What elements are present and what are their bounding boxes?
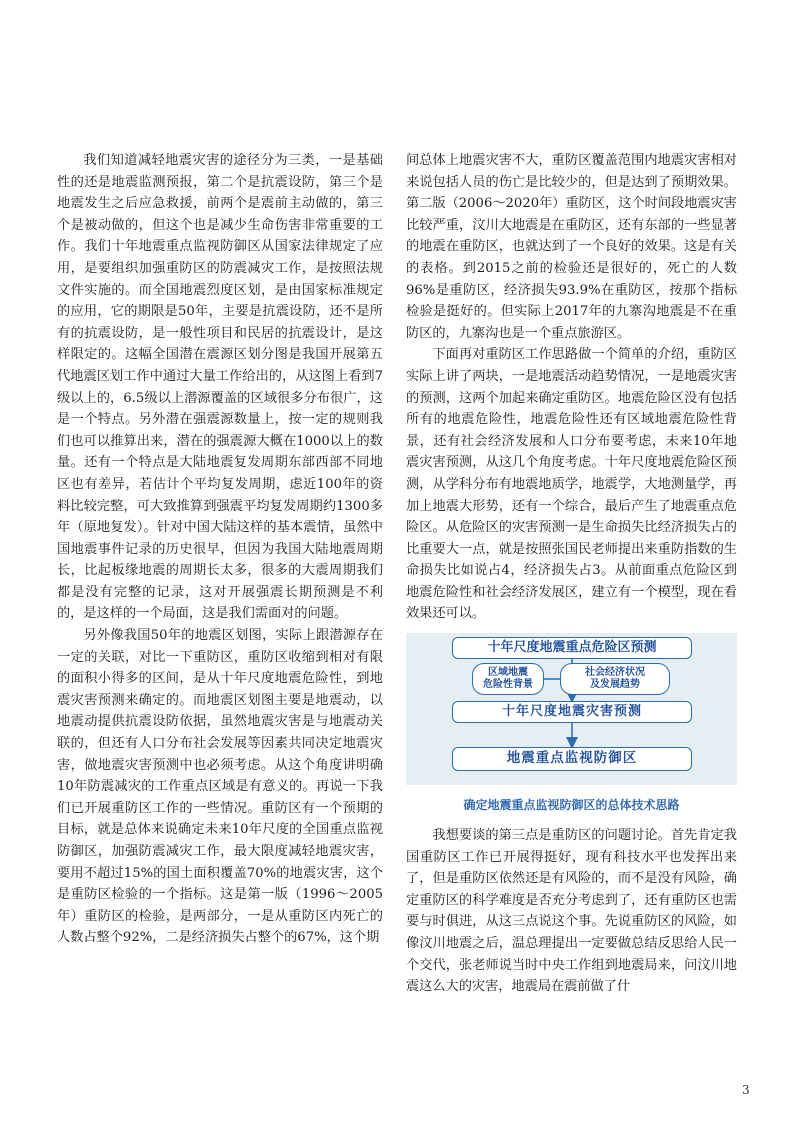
diagram-box-socioeconomic — [560, 663, 670, 695]
diagram-box-monitoring-zone: 地震重点监视防御区 — [452, 747, 692, 771]
diagram-box-regional-background — [472, 663, 544, 695]
paragraph: 我们知道减轻地震灾害的途径分为三类，一是基础性的还是地震监测预报，第二个是抗震设防，第三个是地震发生之后应急救援，前两个是震前主动做的，第三个是被动做的，但这个也是减少生命伤害非常重要的工作。我们十年地震重点监视防御区从国家法律规定了应用，是要组织加强重防区的防震减灾工作，是按照法规文件实施的。而全国地震烈度区划，是由国家标准规定的应用，它的期限是50年，主要是抗震设防，还不是所有的抗震设防，是一般性项目和民居的抗震设计，是这样限定的。这幅全国潜在震源区划分图是我国开展第五代地震区划工作中通过大量工作给出的，从这图上看到7级以上的，6.5级以上潜源覆盖的区域很多分布很广，这是一个特点。另外潜在强震源数量上，按一定的规则我们也可以推算出来，潜在的强震源大概在1000以上的数量。还有一个特点是大陆地震复发周期东部西部不同地区也有差异，若估计个平均复发周期，虑近100年的资料比较完整，可大致推算到强震平均复发周期约1300多年（原地复发）。针对中国大陆这样的基本震情，虽然中国地震事件记录的历史很早，但因为我国大陆地震周期长，比起板缘地震的周期长太多，很多的大震周期我们都是没有完整的记录，这对开展强震长期预测是不利的，是这样的一个局面，这是我们需面对的问题。 — [57, 153, 383, 622]
paragraph: 下面再对重防区工作思路做一个简单的介绍，重防区实际上讲了两块，一是地震活动趋势情况，一是地震灾害的预测，这两个加起来确定重防区。地震危险区没有包括所有的地震危险性，地震危险性还有区域地震危险性背景，还有社会经济发展和人口分布要考虑，未来10年地震灾害预测，从这几个角度考虑。十年尺度地震危险区预测，从学科分布有地震地质学，地震学，大地测量学，再加上地震大形势，还有一个综合，最后产生了地震重点危险区。从危险区的灾害预测一是生命损失比经济损失占的比重要大一点，就是按照张国民老师提出来重防指数的生命损失比如说占4，经济损失占3。从前面重点危险区到地震危险性和社会经济发展区，建立有一个模型，现在看效果还可以。 — [406, 347, 737, 622]
box-label-line2: 危险性背景 — [483, 679, 533, 691]
diagram-box-disaster-prediction: 十年尺度地震灾害预测 — [452, 701, 692, 723]
diagram-box-danger-zone-prediction: 十年尺度地震重点危险区预测 — [452, 637, 692, 659]
figure-caption: 确定地震重点监视防御区的总体技术思路 — [463, 798, 680, 813]
paragraph: 间总体上地震灾害不大，重防区覆盖范围内地震灾害相对来说包括人员的伤亡是比较少的，但是达到了预期效果。第二版（2006～2020年）重防区，这个时间段地震灾害比较严重，汶川大地震是在重防区，还有东部的一些显著的地震在重防区，也就达到了一个良好的效果。这是有关的表格。到2015之前的检验还是很好的，死亡的人数96%是重防区，经济损失93.9%在重防区，按那个指标检验是挺好的。但实际上2017年的九寨沟地震是不在重防区的，九寨沟也是一个重点旅游区。 — [406, 153, 737, 341]
box-label — [585, 667, 645, 691]
paragraph: 另外像我国50年的地震区划图，实际上跟潜源存在一定的关联，对比一下重防区，重防区收缩到相对有限的面积小得多的区间，是从十年尺度地震危险性，到地震灾害预测来确定的。而地震区划图主要是地震动，以地震动提供抗震设防依据，虽然地震灾害是与地震动关联的，但还有人口分布社会发展等因素共同决定地震灾害，做地震灾害预测中也必须考虑。从这个角度讲明确10年防震减灾的工作重点区域是有意义的。再说一下我们已开展重防区工作的一些情况。重防区有一个预期的目标，就是总体来说确定未来10年尺度的全国重点监视防御区，加强防震减灾工作，最大限度减轻地震灾害，要用不超过15%的国土面积覆盖70%的地震灾害，这个是重防区检验的一个指标。这是第一版（1996～2005年）重防区的检验，是两部分，一是从重防区内死亡的人数占整个92%，二是经济损失占整个的67%，这个期 — [57, 628, 383, 946]
box-label-line2: 及发展趋势 — [590, 679, 640, 691]
page-number: 3 — [742, 1083, 750, 1097]
box-label — [483, 667, 533, 691]
right-column — [406, 150, 737, 998]
paragraph: 我想要谈的第三点是重防区的问题讨论。首先肯定我国重防区工作已开展得挺好，现有科技水平也发挥出来了，但是重防区依然还是有风险的，而不是没有风险，确定重防区的科学难度是否充分考虑到了，还有重防区也需要与时俱进，从这三点说这个事。先说重防区的风险，如像汶川地震之后，温总理提出一定要做总结反思给人民一个交代，张老师说当时中央工作组到地震局来，问汶川地震这么大的灾害，地震局在震前做了什 — [406, 828, 737, 995]
left-column — [57, 150, 383, 949]
box-label-line1: 社会经济状况 — [585, 667, 645, 679]
flow-diagram — [406, 633, 737, 785]
box-label-line1: 区域地震 — [488, 667, 528, 679]
